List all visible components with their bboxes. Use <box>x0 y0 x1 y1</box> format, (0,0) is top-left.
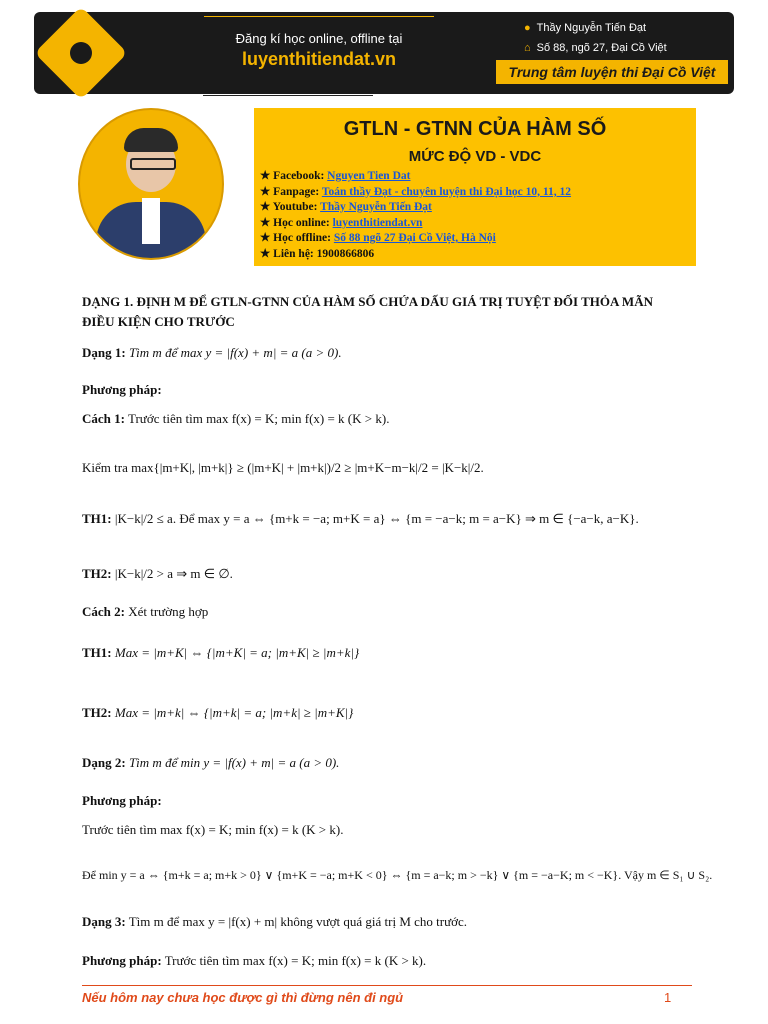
contact-online: ★ Học online: luyenthitiendat.vn <box>260 216 423 229</box>
register-text: Đăng kí học online, offline tại <box>235 31 403 46</box>
fanpage-link[interactable]: Toán thầy Đạt - chuyên luyện thi Đại học 10, 11, 12 <box>321 185 571 198</box>
pp2-line: Phương pháp: <box>82 793 162 808</box>
contact-list <box>260 169 571 262</box>
kiemtra-line: Kiểm tra max{|m+K|, |m+k|} ≥ (|m+K| + |m+k|)/2 ≥ |m+K−m−k|/2 = |K−k|/2. <box>82 460 484 475</box>
site-link[interactable]: luyenthitiendat.vn <box>241 49 396 69</box>
contact-phone: ★ Liên hệ: 1900866806 <box>260 247 375 260</box>
header-banner <box>34 12 734 94</box>
doc-subtitle: MỨC ĐỘ VD - VDC <box>408 148 542 165</box>
offline-link[interactable]: Số 88 ngõ 27 Đại Cồ Việt, Hà Nội <box>333 232 496 244</box>
online-link[interactable]: luyenthitiendat.vn <box>332 216 423 229</box>
divider <box>203 95 373 96</box>
footer-divider <box>82 985 692 986</box>
teacher-name: Thầy Nguyễn Tiến Đạt <box>536 22 647 34</box>
doc-title: GTLN - GTNN CỦA HÀM SỐ <box>343 118 607 140</box>
pp1-line: Phương pháp: <box>82 382 162 397</box>
th2-line: TH2: |K−k|/2 > a ⇒ m ∈ ∅. <box>82 566 233 581</box>
phone-number: 1900866806 <box>316 247 375 260</box>
footer-quote: Nếu hôm nay chưa học được gì thì đừng nên đi ngủ <box>82 990 404 1005</box>
dang3-line: Dạng 3: Tìm m để max y = |f(x) + m| không vượt quá giá trị M cho trước. <box>82 914 468 929</box>
person-icon: ● <box>524 22 531 34</box>
contact-fanpage: ★ Fanpage: Toán thầy Đạt - chuyên luyện thi Đại học 10, 11, 12 <box>260 185 571 198</box>
dang1-heading: DẠNG 1. ĐỊNH M ĐỂ GTLN-GTNN CỦA HÀM SỐ CHỨA DẤU GIÁ TRỊ TUYỆT ĐỐI THỎA MÃN ĐIỀU KIỆN CHO TRƯỚC <box>82 294 653 329</box>
facebook-link[interactable]: Nguyen Tien Dat <box>327 170 411 182</box>
dang1-line: Dạng 1: Tìm m để max y = |f(x) + m| = a (a > 0). <box>82 345 342 360</box>
contact-offline: ★ Học offline: Số 88 ngõ 27 Đại Cồ Việt, Hà Nội <box>260 232 496 244</box>
th1-line: TH1: |K−k|/2 ≤ a. Để max y = a ⇔ {m+k = −a; m+K = a} ⇔ {m = −a−k; m = a−K} ⇒ m ∈ {−a−k, a−K}. <box>82 511 639 526</box>
cach1-line: Cách 1: Trước tiên tìm max f(x) = K; min f(x) = k (K > k). <box>82 411 390 426</box>
cach2-line: Cách 2: Xét trường hợp <box>82 604 209 619</box>
youtube-link[interactable]: Thầy Nguyễn Tiến Đạt <box>320 201 432 213</box>
contact-facebook: ★ Facebook: Nguyen Tien Dat <box>260 170 411 182</box>
address: Số 88, ngõ 27, Đại Cồ Việt <box>536 42 667 54</box>
c2th2-line: TH2: Max = |m+k| ⇔ {|m+k| = a; |m+k| ≥ |m+K|} <box>82 705 354 720</box>
banner-center <box>204 16 434 70</box>
page-number: 1 <box>664 990 672 1005</box>
d2-de-line: Để min y = a ⇔ {m+k = a; m+k > 0} ∨ {m+K = −a; m+K < 0} ⇔ {m = a−k; m > −k} ∨ {m = −a−K; m < −K}. Vậy m ∈ S₁ ∪ S₂. <box>82 868 713 882</box>
info-box <box>254 108 696 266</box>
contact-youtube: ★ Youtube: Thầy Nguyễn Tiến Đạt <box>260 201 432 213</box>
dang2-line: Dạng 2: Tìm m để min y = |f(x) + m| = a (a > 0). <box>82 755 340 770</box>
c2th1-line: TH1: Max = |m+K| ⇔ {|m+K| = a; |m+K| ≥ |m+k|} <box>82 645 360 660</box>
d2-first-line: Trước tiên tìm max f(x) = K; min f(x) = k (K > k). <box>82 822 344 837</box>
teacher-photo <box>78 108 224 260</box>
banner-contact <box>524 18 667 58</box>
pp3-line: Phương pháp: Trước tiên tìm max f(x) = K; min f(x) = k (K > k). <box>82 953 427 968</box>
slogan: Trung tâm luyện thi Đại Cồ Việt <box>496 60 728 84</box>
flame-logo-icon <box>34 6 127 99</box>
home-icon: ⌂ <box>524 42 531 54</box>
